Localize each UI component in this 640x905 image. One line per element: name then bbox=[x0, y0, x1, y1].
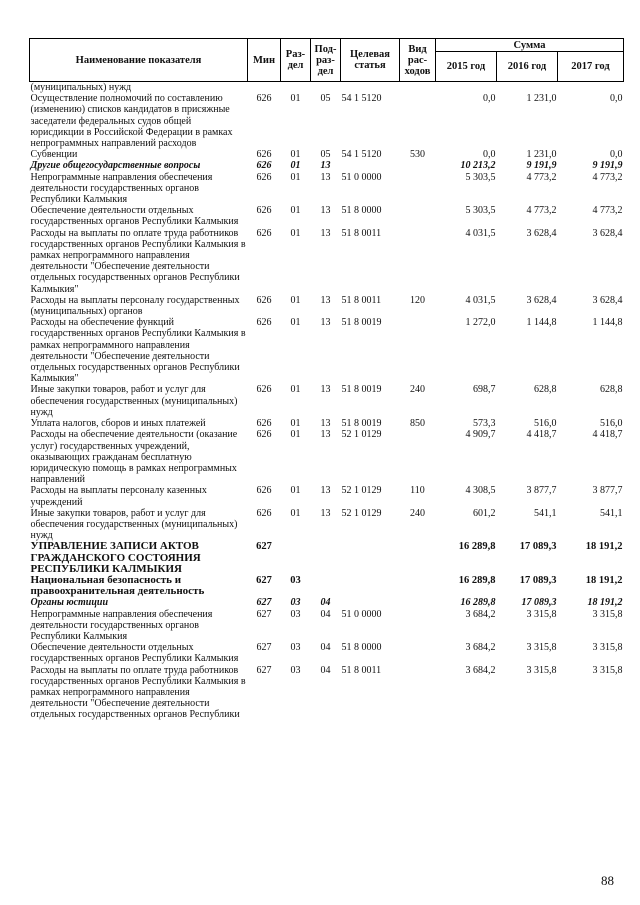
row-name: (муниципальных) нужд bbox=[30, 82, 132, 93]
row-podrazdel: 13 bbox=[320, 384, 331, 396]
row-name: Расходы на обеспечение деятельности (оказание услуг) государственных учреждений, оказывающих гражданам бесплатную юридическую помощь в рамках непрограммных направлений bbox=[30, 429, 238, 486]
row-name: Расходы на выплаты по оплате труда работников государственных органов Республики Калмыкия в рамках непрограммного направления деятельности "Обеспечение деятельности отдельных государственных органов Республики bbox=[30, 664, 246, 721]
row-podrazdel: 13 bbox=[320, 429, 331, 441]
row-article: 51 0 0000 bbox=[341, 171, 382, 183]
row-amount-2015: 10 213,2 bbox=[460, 160, 496, 172]
row-razdel: 01 bbox=[290, 160, 301, 172]
row-razdel: 03 bbox=[290, 574, 301, 586]
row-razdel: 01 bbox=[290, 485, 301, 497]
row-podrazdel: 04 bbox=[320, 664, 331, 676]
row-vid bbox=[400, 665, 436, 721]
row-name: Национальная безопасность и правоохранительная деятельность bbox=[30, 573, 205, 598]
table-row bbox=[30, 665, 624, 721]
row-name: Расходы на выплаты по оплате труда работников государственных органов Республики Калмыкия в рамках непрограммного направления деятельности "Обеспечение деятельности отдельных государственных органов Республики Калмыкия" bbox=[30, 227, 246, 295]
row-article bbox=[341, 597, 400, 608]
row-amount-2017: 4 773,2 bbox=[592, 205, 623, 217]
table-row bbox=[30, 93, 624, 149]
table-row bbox=[30, 228, 624, 295]
table-row bbox=[30, 82, 624, 94]
row-vid bbox=[400, 609, 436, 643]
row-podrazdel: 05 bbox=[320, 149, 331, 161]
row-vid bbox=[400, 575, 436, 597]
table-row bbox=[30, 418, 624, 429]
table-row bbox=[30, 609, 624, 643]
row-article: 51 8 0011 bbox=[341, 294, 382, 306]
row-vid: 240 bbox=[410, 507, 425, 519]
row-article: 52 1 0129 bbox=[341, 507, 382, 519]
row-amount-2017: 18 191,2 bbox=[585, 574, 623, 586]
row-article: 51 8 0000 bbox=[341, 205, 382, 217]
row-name: Расходы на выплаты персоналу государственных (муниципальных) органов bbox=[30, 294, 240, 318]
row-min: 627 bbox=[256, 541, 272, 553]
header-vid: Вид рас- ходов bbox=[400, 39, 436, 82]
header-sum: Сумма bbox=[436, 39, 624, 52]
row-amount-2016: 17 089,3 bbox=[519, 574, 557, 586]
header-year-2016: 2016 год bbox=[497, 52, 558, 82]
row-article bbox=[341, 82, 400, 94]
row-amount-2016: 4 418,7 bbox=[526, 429, 557, 441]
row-amount-2015: 1 272,0 bbox=[465, 317, 496, 329]
row-amount-2017: 516,0 bbox=[600, 418, 623, 430]
row-amount-2016: 3 315,8 bbox=[526, 664, 557, 676]
row-amount-2017 bbox=[558, 82, 624, 94]
row-razdel: 03 bbox=[290, 664, 301, 676]
row-amount-2015: 0,0 bbox=[483, 149, 496, 161]
row-razdel: 01 bbox=[290, 507, 301, 519]
row-min: 627 bbox=[256, 597, 272, 609]
row-min: 627 bbox=[256, 574, 272, 586]
row-podrazdel: 04 bbox=[320, 642, 331, 654]
row-article: 52 1 0129 bbox=[341, 485, 382, 497]
row-article: 51 8 0000 bbox=[341, 642, 382, 654]
row-amount-2015: 16 289,8 bbox=[458, 574, 496, 586]
row-amount-2015: 3 684,2 bbox=[465, 608, 496, 620]
row-amount-2016: 3 628,4 bbox=[526, 294, 557, 306]
row-min: 626 bbox=[256, 205, 272, 217]
page-number: 88 bbox=[601, 873, 614, 888]
row-min: 626 bbox=[256, 149, 272, 161]
row-podrazdel: 05 bbox=[320, 93, 331, 105]
row-min: 626 bbox=[256, 429, 272, 441]
row-name: Обеспечение деятельности отдельных государственных органов Республики Калмыкия bbox=[30, 642, 239, 665]
row-podrazdel: 13 bbox=[320, 205, 331, 217]
table-row bbox=[30, 541, 624, 575]
row-article: 52 1 0129 bbox=[341, 429, 382, 441]
row-razdel: 03 bbox=[290, 608, 301, 620]
row-amount-2016: 3 628,4 bbox=[526, 227, 557, 239]
row-podrazdel: 13 bbox=[320, 485, 331, 497]
table-row bbox=[30, 149, 624, 160]
row-min: 626 bbox=[256, 317, 272, 329]
row-razdel: 03 bbox=[290, 642, 301, 654]
header-name: Наименование показателя bbox=[30, 39, 248, 82]
row-razdel: 01 bbox=[290, 317, 301, 329]
row-article: 54 1 5120 bbox=[341, 93, 382, 105]
row-vid: 120 bbox=[410, 294, 425, 306]
row-razdel: 01 bbox=[290, 227, 301, 239]
row-vid bbox=[400, 82, 436, 94]
row-amount-2015: 5 303,5 bbox=[465, 205, 496, 217]
row-amount-2017: 3 877,7 bbox=[592, 485, 623, 497]
header-article: Целевая статья bbox=[341, 39, 400, 82]
row-amount-2017: 0,0 bbox=[610, 93, 623, 105]
row-amount-2016: 17 089,3 bbox=[521, 597, 557, 609]
row-amount-2016: 17 089,3 bbox=[519, 541, 557, 553]
row-razdel: 03 bbox=[290, 597, 301, 609]
row-amount-2017: 628,8 bbox=[600, 384, 623, 396]
row-vid: 110 bbox=[410, 485, 425, 497]
header-year-2015: 2015 год bbox=[436, 52, 497, 82]
row-min: 627 bbox=[256, 608, 272, 620]
table-row bbox=[30, 597, 624, 608]
table-header-row bbox=[30, 39, 624, 52]
table-row bbox=[30, 172, 624, 206]
row-min: 626 bbox=[256, 294, 272, 306]
row-min: 626 bbox=[256, 171, 272, 183]
row-amount-2016: 3 877,7 bbox=[526, 485, 557, 497]
row-amount-2015: 4 031,5 bbox=[465, 294, 496, 306]
row-razdel: 01 bbox=[290, 384, 301, 396]
row-razdel: 01 bbox=[290, 171, 301, 183]
row-name: Органы юстиции bbox=[30, 597, 109, 609]
row-min: 626 bbox=[256, 160, 272, 172]
table-row bbox=[30, 160, 624, 171]
row-amount-2016: 4 773,2 bbox=[526, 205, 557, 217]
row-vid: 530 bbox=[410, 149, 425, 161]
row-amount-2016: 628,8 bbox=[534, 384, 557, 396]
table-row bbox=[30, 429, 624, 485]
row-min: 626 bbox=[256, 384, 272, 396]
row-vid bbox=[400, 429, 436, 485]
row-amount-2016: 4 773,2 bbox=[526, 171, 557, 183]
row-vid bbox=[400, 172, 436, 206]
row-article: 51 8 0011 bbox=[341, 227, 382, 239]
row-podrazdel bbox=[311, 82, 341, 94]
row-podrazdel: 13 bbox=[320, 171, 331, 183]
row-vid bbox=[400, 228, 436, 295]
row-name: Субвенции bbox=[30, 149, 78, 161]
row-vid: 240 bbox=[410, 384, 425, 396]
row-amount-2017: 3 628,4 bbox=[592, 227, 623, 239]
table-row bbox=[30, 575, 624, 597]
row-podrazdel bbox=[311, 541, 341, 575]
row-article: 51 8 0011 bbox=[341, 664, 382, 676]
row-amount-2017: 1 144,8 bbox=[592, 317, 623, 329]
row-article: 51 8 0019 bbox=[341, 317, 382, 329]
row-podrazdel: 13 bbox=[320, 294, 331, 306]
row-article: 51 8 0019 bbox=[341, 418, 382, 430]
row-amount-2015: 3 684,2 bbox=[465, 642, 496, 654]
header-year-2017: 2017 год bbox=[558, 52, 624, 82]
row-name: Непрограммные направления обеспечения деятельности государственных органов Республики Калмыкия bbox=[30, 608, 213, 642]
table-row bbox=[30, 317, 624, 384]
table-body bbox=[30, 82, 624, 721]
row-name: Иные закупки товаров, работ и услуг для обеспечения государственных (муниципальных) нужд bbox=[30, 384, 238, 418]
table-row bbox=[30, 485, 624, 507]
header-razdel: Раз- дел bbox=[281, 39, 311, 82]
row-amount-2017: 0,0 bbox=[610, 149, 623, 161]
row-amount-2015: 0,0 bbox=[483, 93, 496, 105]
row-article: 54 1 5120 bbox=[341, 149, 382, 161]
row-podrazdel: 13 bbox=[320, 317, 331, 329]
row-article: 51 8 0019 bbox=[341, 384, 382, 396]
row-amount-2015: 601,2 bbox=[473, 507, 496, 519]
row-name: УПРАВЛЕНИЕ ЗАПИСИ АКТОВ ГРАЖДАНСКОГО СОСТОЯНИЯ РЕСПУБЛИКИ КАЛМЫКИЯ bbox=[30, 540, 201, 575]
row-razdel bbox=[281, 82, 311, 94]
row-amount-2016: 3 315,8 bbox=[526, 608, 557, 620]
row-amount-2016: 1 231,0 bbox=[526, 149, 557, 161]
row-article bbox=[341, 541, 400, 575]
row-amount-2015: 5 303,5 bbox=[465, 171, 496, 183]
row-amount-2015: 16 289,8 bbox=[460, 597, 496, 609]
row-vid: 850 bbox=[410, 418, 425, 430]
row-name: Иные закупки товаров, работ и услуг для обеспечения государственных (муниципальных) нужд bbox=[30, 507, 238, 542]
row-name: Расходы на обеспечение функций государственных органов Республики Калмыкия в рамках непрограммного направления деятельности "Обеспечение деятельности отдельных государственных органов Республики Калмыкия" bbox=[30, 317, 246, 385]
row-amount-2016: 3 315,8 bbox=[526, 642, 557, 654]
row-min bbox=[248, 82, 281, 94]
row-razdel: 01 bbox=[290, 93, 301, 105]
row-amount-2016 bbox=[497, 82, 558, 94]
row-podrazdel: 04 bbox=[320, 597, 331, 609]
row-amount-2015: 3 684,2 bbox=[465, 664, 496, 676]
row-amount-2017: 18 191,2 bbox=[587, 597, 623, 609]
row-vid bbox=[400, 597, 436, 608]
row-name: Другие общегосударственные вопросы bbox=[30, 160, 201, 172]
row-podrazdel: 13 bbox=[320, 418, 331, 430]
row-podrazdel: 04 bbox=[320, 608, 331, 620]
row-podrazdel: 13 bbox=[320, 507, 331, 519]
row-article bbox=[341, 160, 400, 171]
row-name: Обеспечение деятельности отдельных государственных органов Республики Калмыкия bbox=[30, 205, 239, 228]
row-article bbox=[341, 575, 400, 597]
row-razdel bbox=[281, 541, 311, 575]
row-podrazdel: 13 bbox=[320, 160, 331, 172]
row-razdel: 01 bbox=[290, 294, 301, 306]
row-vid bbox=[400, 541, 436, 575]
row-razdel: 01 bbox=[290, 429, 301, 441]
row-podrazdel bbox=[311, 575, 341, 597]
row-min: 626 bbox=[256, 227, 272, 239]
row-amount-2017: 3 315,8 bbox=[592, 664, 623, 676]
row-vid bbox=[400, 317, 436, 384]
table-row bbox=[30, 295, 624, 317]
row-name: Непрограммные направления обеспечения деятельности государственных органов Республики Калмыкия bbox=[30, 171, 213, 206]
row-min: 626 bbox=[256, 507, 272, 519]
row-amount-2017: 3 315,8 bbox=[592, 608, 623, 620]
row-amount-2017: 541,1 bbox=[600, 507, 623, 519]
row-amount-2016: 1 231,0 bbox=[526, 93, 557, 105]
row-amount-2016: 516,0 bbox=[534, 418, 557, 430]
table-row bbox=[30, 205, 624, 227]
row-amount-2016: 9 191,9 bbox=[526, 160, 557, 172]
row-min: 627 bbox=[256, 664, 272, 676]
row-razdel: 01 bbox=[290, 418, 301, 430]
row-min: 626 bbox=[256, 418, 272, 430]
row-podrazdel: 13 bbox=[320, 227, 331, 239]
row-vid bbox=[400, 642, 436, 664]
row-amount-2015 bbox=[436, 82, 497, 94]
row-amount-2017: 9 191,9 bbox=[592, 160, 623, 172]
row-vid bbox=[400, 160, 436, 171]
row-amount-2016: 541,1 bbox=[534, 507, 557, 519]
row-amount-2015: 16 289,8 bbox=[458, 541, 496, 553]
header-podrazdel: Под- раз- дел bbox=[311, 39, 341, 82]
row-min: 626 bbox=[256, 93, 272, 105]
row-amount-2015: 573,3 bbox=[473, 418, 496, 430]
header-min: Мин bbox=[248, 39, 281, 82]
row-amount-2017: 3 315,8 bbox=[592, 642, 623, 654]
row-name: Расходы на выплаты персоналу казенных учреждений bbox=[30, 485, 207, 508]
row-min: 627 bbox=[256, 642, 272, 654]
row-vid bbox=[400, 93, 436, 149]
row-min: 626 bbox=[256, 485, 272, 497]
row-amount-2015: 698,7 bbox=[473, 384, 496, 396]
row-amount-2015: 4 031,5 bbox=[465, 227, 496, 239]
row-amount-2017: 3 628,4 bbox=[592, 294, 623, 306]
row-amount-2017: 18 191,2 bbox=[585, 541, 623, 553]
row-vid bbox=[400, 205, 436, 227]
table-row bbox=[30, 642, 624, 664]
budget-table bbox=[29, 38, 624, 721]
row-amount-2017: 4 418,7 bbox=[592, 429, 623, 441]
row-razdel: 01 bbox=[290, 149, 301, 161]
row-name: Уплата налогов, сборов и иных платежей bbox=[30, 418, 206, 430]
row-razdel: 01 bbox=[290, 205, 301, 217]
row-article: 51 0 0000 bbox=[341, 608, 382, 620]
table-row bbox=[30, 508, 624, 542]
row-amount-2017: 4 773,2 bbox=[592, 171, 623, 183]
row-amount-2015: 4 909,7 bbox=[465, 429, 496, 441]
budget-sheet bbox=[29, 38, 623, 721]
row-name: Осуществление полномочий по составлению (изменению) списков кандидатов в присяжные заседатели федеральных судов общей юрисдикции в Российской Федерации в рамках непрограммных направлений расходов bbox=[30, 93, 233, 150]
table-row bbox=[30, 384, 624, 418]
row-amount-2016: 1 144,8 bbox=[526, 317, 557, 329]
row-amount-2015: 4 308,5 bbox=[465, 485, 496, 497]
